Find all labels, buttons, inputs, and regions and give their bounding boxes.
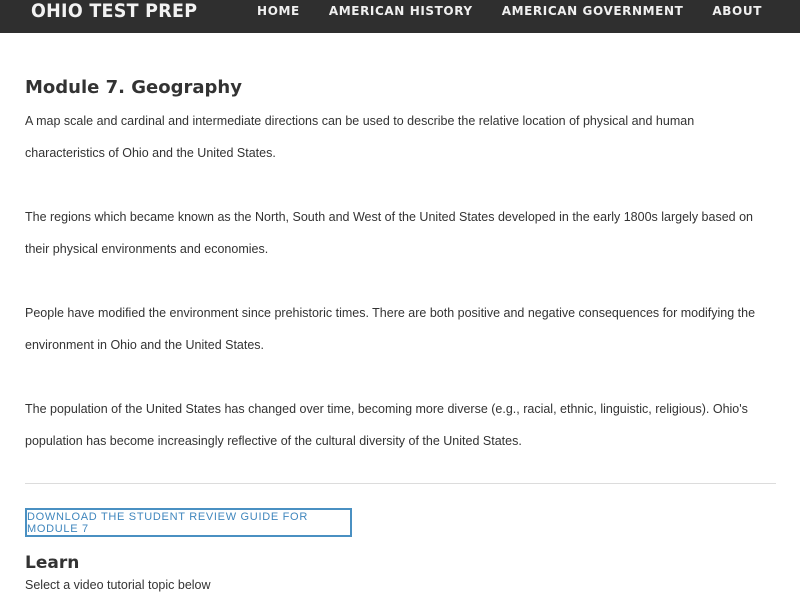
paragraph-regions: The regions which became known as the North, South and West of the United States developed in the early 1800s largely based on their physical environments and economies.	[25, 210, 753, 256]
page-title: Module 7. Geography	[25, 77, 242, 98]
site-brand-logo[interactable]: OHIO TEST PREP	[31, 0, 198, 22]
paragraph-environment: People have modified the environment since prehistoric times. There are both positive and negative consequences for modifying the environment in Ohio and the United States.	[25, 306, 756, 352]
nav-item-home[interactable]: HOME	[257, 4, 300, 18]
main-nav	[228, 0, 762, 22]
nav-item-american-history[interactable]: AMERICAN HISTORY	[328, 4, 473, 18]
paragraph-population: The population of the United States has changed over time, becoming more diverse (e.g., racial, ethnic, linguistic, religious). Ohio's population has become increasingly reflective of the cultural diversity of the United States.	[25, 402, 748, 448]
nav-item-about[interactable]: ABOUT	[712, 4, 762, 18]
download-review-guide-button[interactable]: DOWNLOAD THE STUDENT REVIEW GUIDE FOR MODULE 7	[25, 508, 352, 537]
paragraph-map-scale: A map scale and cardinal and intermediate directions can be used to describe the relative location of physical and human characteristics of Ohio and the United States.	[25, 114, 695, 160]
nav-item-american-government[interactable]: AMERICAN GOVERNMENT	[501, 4, 684, 18]
section-divider	[25, 483, 776, 484]
learn-heading: Learn	[25, 553, 80, 573]
top-navigation-bar	[0, 0, 800, 33]
learn-subtitle: Select a video tutorial topic below	[25, 578, 211, 592]
